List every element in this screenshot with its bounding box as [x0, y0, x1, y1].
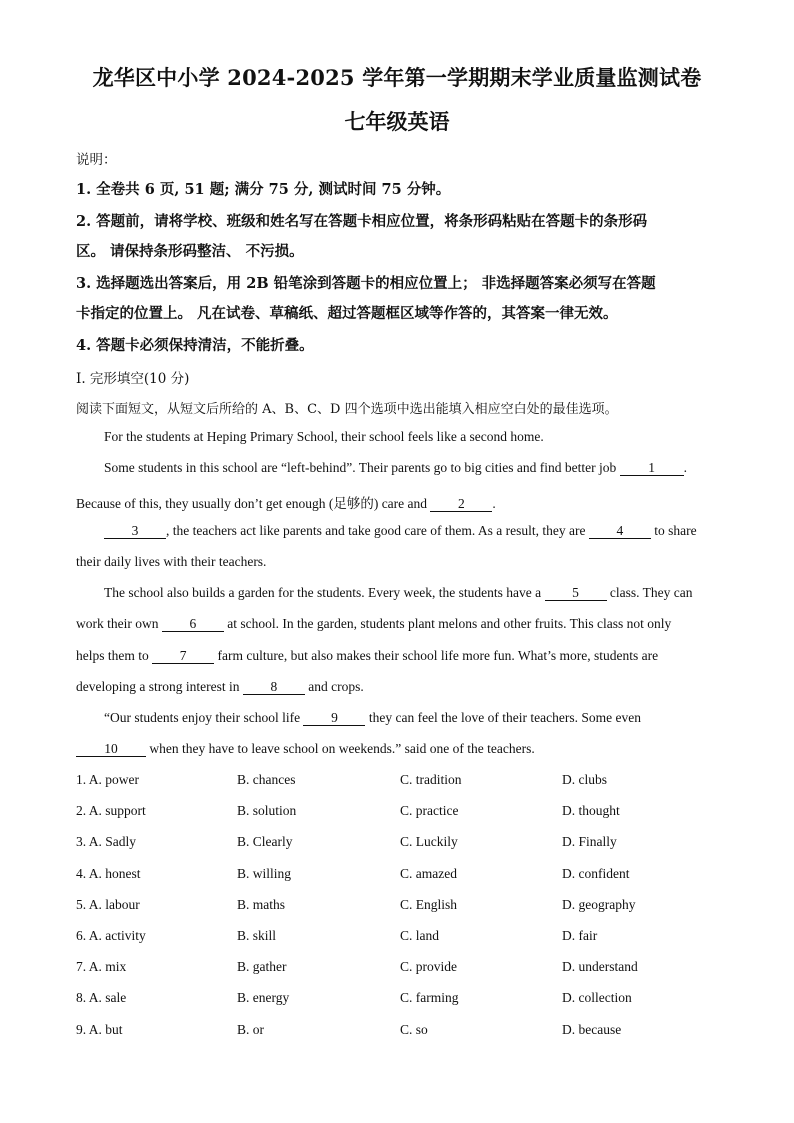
- passage-text: developing a strong interest in: [76, 679, 243, 694]
- passage-text: helps them to: [76, 648, 153, 663]
- option-b: B. energy: [237, 990, 290, 1005]
- option-b: B. maths: [237, 897, 286, 912]
- option-d: D. confident: [562, 866, 630, 881]
- instruction-item-3-line1: 3. 选择题选出答案后，用 2B 铅笔涂到答题卡的相应位置上； 非选择题答案必须写在答题: [76, 275, 656, 292]
- blank-3: 3: [104, 524, 166, 539]
- option-d: D. collection: [562, 990, 632, 1005]
- option-a: 6. A. activity: [76, 928, 146, 943]
- blank-1: 1: [620, 461, 684, 476]
- passage-text: and crops.: [304, 679, 364, 694]
- option-a: 2. A. support: [76, 803, 146, 818]
- passage-text: to share: [650, 523, 697, 538]
- passage-text: .: [492, 496, 496, 511]
- option-c: C. so: [400, 1022, 428, 1037]
- instruction-item-2-line1: 2. 答题前，请将学校、班级和姓名写在答题卡相应位置，将条形码粘贴在答题卡的条形码: [76, 213, 648, 230]
- instruction-item-1: 1. 全卷共 6 页, 51 题; 满分 75 分, 测试时间 75 分钟。: [76, 181, 451, 198]
- option-c: C. farming: [400, 990, 459, 1005]
- option-a: 7. A. mix: [76, 959, 127, 974]
- option-c: C. provide: [400, 959, 457, 974]
- blank-5: 5: [545, 586, 607, 601]
- passage-text: at school. In the garden, students plant melons and other fruits. This class not only: [223, 616, 672, 631]
- passage-text: they can feel the love of their teachers. Some even: [365, 710, 641, 725]
- option-a: 3. A. Sadly: [76, 834, 137, 849]
- passage-text: .: [683, 460, 688, 475]
- instruction-item-2-line2: 区。 请保持条形码整洁、 不污损。: [76, 243, 304, 260]
- instruction-item-4: 4. 答题卡必须保持清洁，不能折叠。: [76, 337, 314, 354]
- passage-text: class. They can: [606, 585, 693, 600]
- option-c: C. practice: [400, 803, 459, 818]
- blank-2: 2: [430, 497, 492, 512]
- passage-text: Some students in this school are “left-behind”. Their parents go to big cities and find better job: [104, 460, 620, 475]
- option-b: B. Clearly: [237, 834, 293, 849]
- passage-text: farm culture, but also makes their school life more fun. What’s more, students are: [214, 648, 659, 663]
- blank-9: 9: [303, 711, 365, 726]
- option-a: 4. A. honest: [76, 866, 141, 881]
- passage-line-9: [76, 679, 364, 695]
- option-d: D. fair: [562, 928, 598, 943]
- option-c: C. English: [400, 897, 458, 912]
- passage-line-10: [104, 710, 641, 726]
- passage-line-11: [76, 741, 535, 757]
- option-b: B. gather: [237, 959, 287, 974]
- option-d: D. Finally: [562, 834, 617, 849]
- option-b: B. chances: [237, 772, 296, 787]
- blank-7: 7: [152, 649, 214, 664]
- blank-4: 4: [589, 524, 651, 539]
- passage-text: “Our students enjoy their school life: [104, 710, 304, 725]
- blank-10: 10: [76, 742, 146, 757]
- section-direction: 阅读下面短文，从短文后所给的 A、B、C、D 四个选项中选出能填入相应空白处的最佳选项。: [76, 402, 618, 417]
- instructions-heading: 说明：: [76, 152, 117, 168]
- passage-line-5: their daily lives with their teachers.: [76, 554, 267, 569]
- option-c: C. amazed: [400, 866, 457, 881]
- option-b: B. skill: [237, 928, 277, 943]
- option-a: 8. A. sale: [76, 990, 127, 1005]
- passage-line-4: [104, 523, 697, 539]
- option-d: D. clubs: [562, 772, 607, 787]
- passage-text: Because of this, they usually don’t get enough (足够的) care and: [76, 496, 431, 511]
- option-b: B. willing: [237, 866, 292, 881]
- passage-line-2: [104, 460, 687, 476]
- passage-line-1: For the students at Heping Primary School, their school feels like a second home.: [104, 429, 544, 444]
- passage-line-8: [76, 648, 658, 664]
- option-b: B. solution: [237, 803, 297, 818]
- exam-title: 龙华区中小学 2024-2025 学年第一学期期末学业质量监测试卷: [92, 65, 702, 90]
- blank-8: 8: [243, 680, 305, 695]
- section-heading: I. 完形填空(10 分): [76, 371, 190, 387]
- passage-text: when they have to leave school on weekends.” said one of the teachers.: [146, 741, 535, 756]
- option-c: C. Luckily: [400, 834, 458, 849]
- option-d: D. geography: [562, 897, 636, 912]
- passage-text: work their own: [76, 616, 162, 631]
- instruction-item-3-line2: 卡指定的位置上。 凡在试卷、草稿纸、超过答题框区域等作答的，其答案一律无效。: [76, 305, 618, 322]
- option-b: B. or: [237, 1022, 264, 1037]
- passage-text: The school also builds a garden for the students. Every week, the students have a: [104, 585, 545, 600]
- exam-subtitle: 七年级英语: [344, 109, 450, 134]
- option-a: 5. A. labour: [76, 897, 140, 912]
- option-d: D. thought: [562, 803, 620, 818]
- option-c: C. land: [400, 928, 439, 943]
- option-d: D. because: [562, 1022, 622, 1037]
- blank-6: 6: [162, 617, 224, 632]
- passage-line-3: [76, 492, 496, 512]
- passage-text: , the teachers act like parents and take good care of them. As a result, they are: [166, 523, 589, 538]
- option-d: D. understand: [562, 959, 638, 974]
- option-a: 1. A. power: [76, 772, 139, 787]
- passage-line-6: [104, 585, 693, 601]
- option-a: 9. A. but: [76, 1022, 123, 1037]
- option-c: C. tradition: [400, 772, 462, 787]
- passage-line-7: [76, 616, 671, 632]
